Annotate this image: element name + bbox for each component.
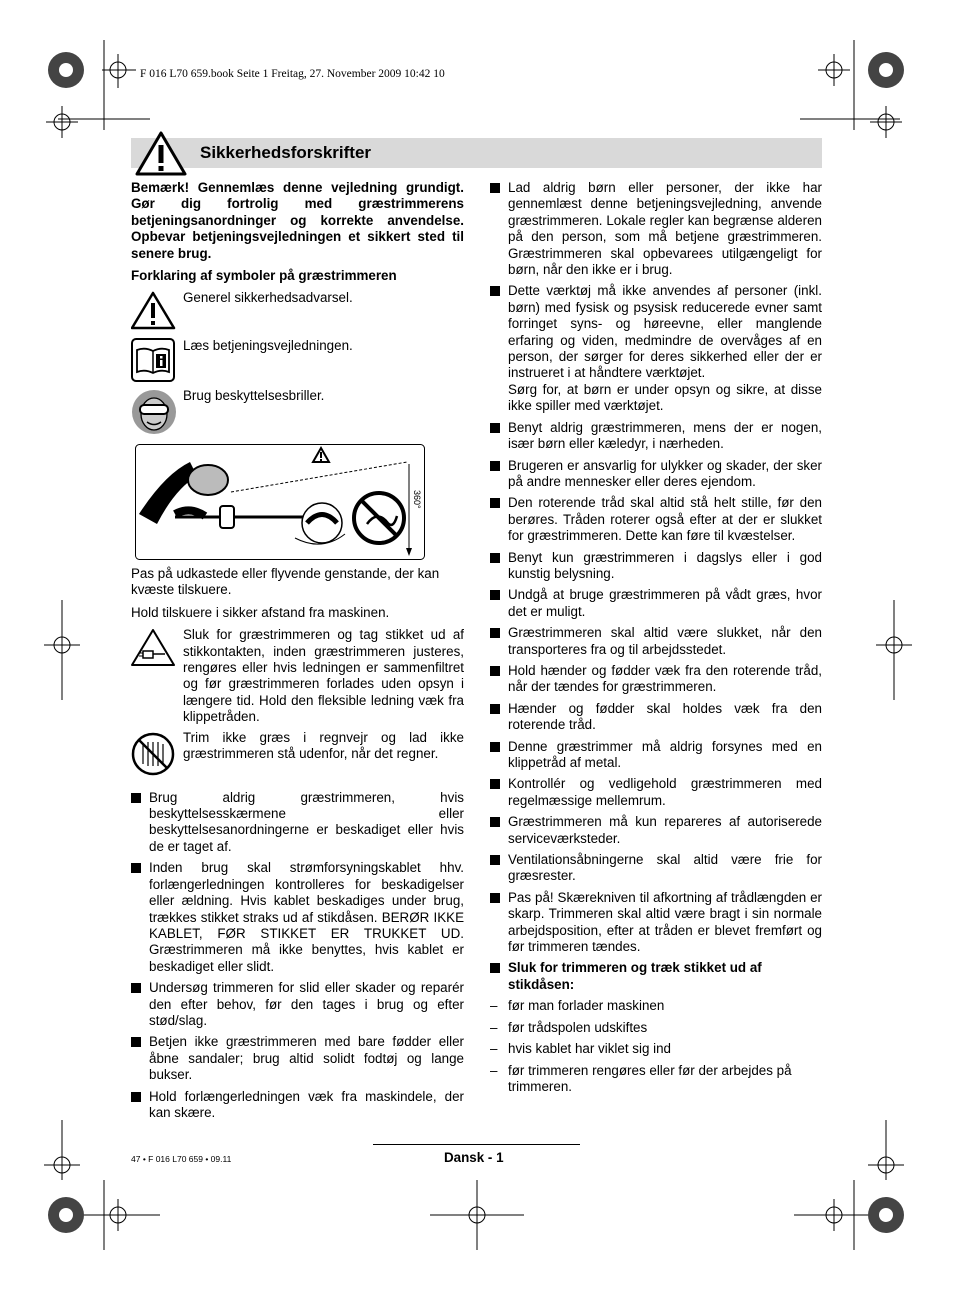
bullet-icon (131, 1034, 149, 1083)
unplug-instruction (131, 627, 464, 725)
bullet-icon (131, 1089, 149, 1122)
registration-mark-bottom-center (430, 1180, 530, 1250)
list-item: Hold hænder og fødder væk fra den roterende tråd, når der tændes for græstrimmeren. (490, 663, 822, 696)
unplug-text: Sluk for græstrimmeren og tag stikket ud af stikkontakten, inden græstrimmeren justeres, rengøres eller hvis ledningen er sammenfiltret og før græstrimmeren forlades uden opsyn i længere tid. Hold den fleksible ledning væk fra klippetråden. (183, 627, 464, 725)
registration-mark-bottom-left (40, 1120, 170, 1250)
page-title: Sikkerhedsforskrifter (200, 143, 372, 162)
trimmer-diagram (135, 444, 425, 560)
symbol-label: Brug beskyttelsesbriller. (183, 388, 325, 404)
bullet-icon (490, 550, 508, 583)
bullet-icon (490, 458, 508, 491)
rotation-label: 360° (412, 490, 422, 509)
list-item: Kontrollér og vedligehold græstrimmeren med regelmæssige mellemrum. (490, 776, 822, 809)
file-info: F 016 L70 659.book Seite 1 Freitag, 27. November 2009 10:42 10 (140, 68, 445, 80)
right-column (490, 180, 822, 1100)
list-item: Dette værktøj må ikke anvendes af personer (inkl. børn) med fysisk og psysisk reducerede evner samt forringet syns- og høreevne, eller manglende erfaring og viden, medmindre de overvåges af en person, der sørger for deres sikkerhed eller der er instrueret i at håndtere værktøjet. Sørg for, at børn er under opsyn og sikre, at disse ikke spiller med værktøjet. (490, 283, 822, 414)
left-column (131, 180, 464, 446)
list-item: Undersøg trimmeren for slid eller skader og reparér den efter behov, før den tages i brug og efter stød/slag. (131, 980, 464, 1029)
bullet-icon (490, 776, 508, 809)
left-column-lower (131, 566, 464, 1126)
no-rain-icon (131, 730, 177, 776)
list-item: Græstrimmeren skal altid være slukket, når den transporteres fra og til arbejdsstedet. (490, 625, 822, 658)
dash-item: – før man forlader maskinen (490, 998, 665, 1014)
list-item: Græstrimmeren må kun repareres af autoriserede serviceværksteder. (490, 814, 822, 847)
bullet-icon (490, 663, 508, 696)
list-item: Lad aldrig børn eller personer, der ikke har gennemlæst denne betjeningsvejledning, anvende græstrimmeren. Lokale regler kan begrænse alderen på den person, som må betjene græstrimmeren. Græstrimmeren skal opbevarees utilgængeligt for børn, når den ikke er i brug. (490, 180, 822, 278)
list-item: Pas på! Skærekniven til afkortning af trådlængden er skarp. Trimmeren skal altid være bragt i sin normale arbejdsposition, efter at tråden er blevet fremført og før trimmeren tændes. (490, 890, 822, 956)
registration-mark-mid-right (864, 600, 924, 700)
list-item: Undgå at bruge græstrimmeren på vådt græs, hvor det er muligt. (490, 587, 822, 620)
bullet-icon (131, 860, 149, 975)
flying-objects-warning: Pas på udkastede eller flyvende genstande, der kan kvæste tilskuere. (131, 566, 440, 598)
list-item: Brugeren er ansvarlig for ulykker og skader, der sker på andre mennesker eller deres ejendom. (490, 458, 822, 491)
bullet-icon (490, 420, 508, 453)
symbols-heading: Forklaring af symboler på græstrimmeren (131, 268, 397, 284)
rain-text: Trim ikke græs i regnvejr og lad ikke græstrimmeren stå udenfor, når det regner. (183, 729, 464, 762)
warning-triangle-icon (134, 130, 188, 176)
document-code: 47 • F 016 L70 659 • 09.11 (131, 1154, 232, 1164)
bullet-icon (490, 180, 508, 278)
list-item: Betjen ikke græstrimmeren med bare fødder eller åbne sandaler; brug altid solidt fodtøj og lange bukser. (131, 1034, 464, 1083)
registration-mark-mid-left (40, 600, 100, 700)
warning-triangle-icon (131, 290, 177, 330)
bullet-icon (490, 890, 508, 956)
bullet-icon (490, 960, 508, 993)
list-item: Denne græstrimmer må aldrig forsynes med en klippetråd af metal. (490, 739, 822, 772)
safety-goggles-icon (131, 388, 177, 436)
list-item: Benyt kun græstrimmeren i dagslys eller i god kunstig belysning. (490, 550, 822, 583)
bullet-icon (490, 852, 508, 885)
page-number: Dansk - 1 (444, 1150, 504, 1165)
rain-instruction (131, 730, 464, 776)
bullet-icon (490, 495, 508, 544)
unplug-warning-icon (131, 627, 177, 669)
bullet-icon (490, 701, 508, 734)
symbol-row-manual (131, 338, 464, 382)
registration-mark-bottom-right (790, 1120, 920, 1250)
list-item: Hænder og fødder skal holdes væk fra den roterende tråd. (490, 701, 822, 734)
bullet-icon (490, 814, 508, 847)
bullet-icon (131, 980, 149, 1029)
list-item: Benyt aldrig græstrimmeren, mens der er nogen, især børn eller kæledyr, i nærheden. (490, 420, 822, 453)
symbol-label: Generel sikkerhedsadvarsel. (183, 290, 353, 306)
symbol-row-warning (131, 290, 464, 330)
bullet-icon (490, 283, 508, 414)
intro-text: Bemærk! Gennemlæs denne vejledning grundigt. Gør dig fortrolig med græstrimmerens betjeningsanordninger og korrekte anvendelse. Opbevar betjeningsvejledningen et sikkert sted til senere brug. (131, 180, 464, 261)
bullet-icon (490, 739, 508, 772)
registration-mark-top-center (440, 40, 500, 100)
list-item: Brug aldrig græstrimmeren, hvis beskyttelsesskærmene eller beskyttelsesanordningerne er beskadiget eller hvis de er taget af. (131, 790, 464, 856)
registration-mark-top-right (790, 40, 920, 150)
dash-item: – før trådspolen udskiftes (490, 1019, 648, 1035)
bullet-icon (490, 587, 508, 620)
symbol-row-goggles (131, 388, 464, 436)
footer-rule (373, 1144, 580, 1145)
list-item: Ventilationsåbningerne skal altid være frie for græsrester. (490, 852, 822, 885)
bullet-icon (490, 625, 508, 658)
dash-item: – før trimmeren rengøres eller før der arbejdes på trimmeren. (490, 1062, 792, 1094)
list-item: Inden brug skal strømforsyningskablet hhv. forlængerledningen kontrolleres for beskadigelser eller ældning. Hvis kablet beskadiges under brug, trækkes stikket straks ud af stikdåsen. BERØR IKKE KABLET, FØR STIKKET ER TRUKKET UD. Græstrimmeren må ikke benyttes, hvis kablet er beskadiget eller slidt. (131, 860, 464, 975)
dash-item: – hvis kablet har viklet sig ind (490, 1041, 671, 1057)
bullet-icon (131, 790, 149, 856)
symbol-label: Læs betjeningsvejledningen. (183, 338, 353, 354)
list-item: Hold forlængerledningen væk fra maskindele, der kan skære. (131, 1089, 464, 1122)
bystander-distance-warning: Hold tilskuere i sikker afstand fra maskinen. (131, 604, 390, 620)
list-item: Den roterende tråd skal altid stå helt stille, før den berøres. Tråden roterer også efter at der er slukket for græstrimmeren. Dette kan føre til kvæstelser. (490, 495, 822, 544)
read-manual-icon (131, 338, 177, 382)
list-item: Sluk for trimmeren og træk stikket ud af stikdåsen: (490, 960, 822, 993)
